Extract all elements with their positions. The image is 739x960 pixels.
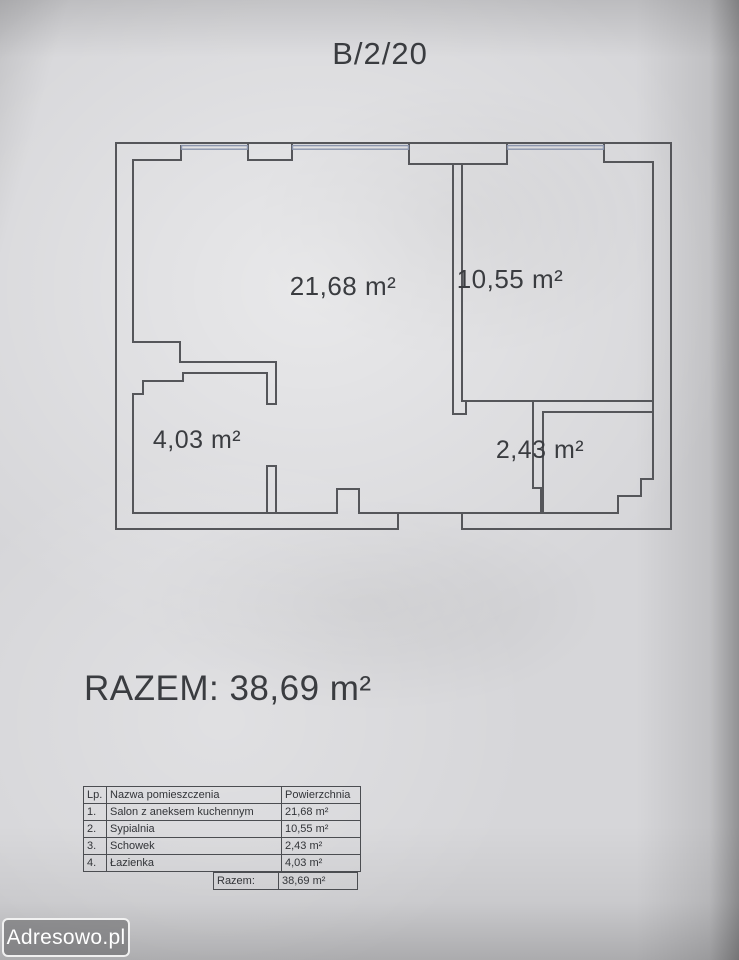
cell-name: Salon z aneksem kuchennym (107, 804, 282, 821)
cell-area: 21,68 m² (282, 804, 361, 821)
header-area: Powierzchnia (282, 787, 361, 804)
razem-label: Razem: (213, 872, 278, 890)
total-area-text: RAZEM: 38,69 m² (84, 669, 372, 708)
razem-value: 38,69 m² (278, 872, 358, 890)
cell-name: Sypialnia (107, 821, 282, 838)
room-label-lazienka: 4,03 m² (152, 426, 242, 454)
header-lp: Lp. (84, 787, 107, 804)
plan-title: B/2/20 (332, 36, 428, 71)
cell-area: 10,55 m² (282, 821, 361, 838)
room-label-salon: 21,68 m² (289, 271, 397, 301)
windows (182, 146, 604, 150)
table-row (84, 821, 361, 838)
walls (116, 143, 671, 529)
table-row (84, 855, 361, 872)
room-label-sypialnia: 10,55 m² (456, 264, 564, 294)
window-icon (293, 146, 409, 150)
table-header-row (84, 787, 361, 804)
header-name: Nazwa pomieszczenia (107, 787, 282, 804)
cell-lp: 4. (84, 855, 107, 872)
cell-name: Łazienka (107, 855, 282, 872)
window-icon (508, 146, 604, 150)
window-icon (182, 146, 248, 150)
cell-lp: 3. (84, 838, 107, 855)
watermark-badge: Adresowo.pl (2, 918, 130, 957)
room-label-schowek: 2,43 m² (495, 436, 585, 464)
area-table (83, 786, 361, 872)
table-row (84, 804, 361, 821)
table-row (84, 838, 361, 855)
cell-area: 4,03 m² (282, 855, 361, 872)
cell-name: Schowek (107, 838, 282, 855)
cell-area: 2,43 m² (282, 838, 361, 855)
cell-lp: 1. (84, 804, 107, 821)
cell-lp: 2. (84, 821, 107, 838)
table-footer-row (213, 872, 358, 890)
